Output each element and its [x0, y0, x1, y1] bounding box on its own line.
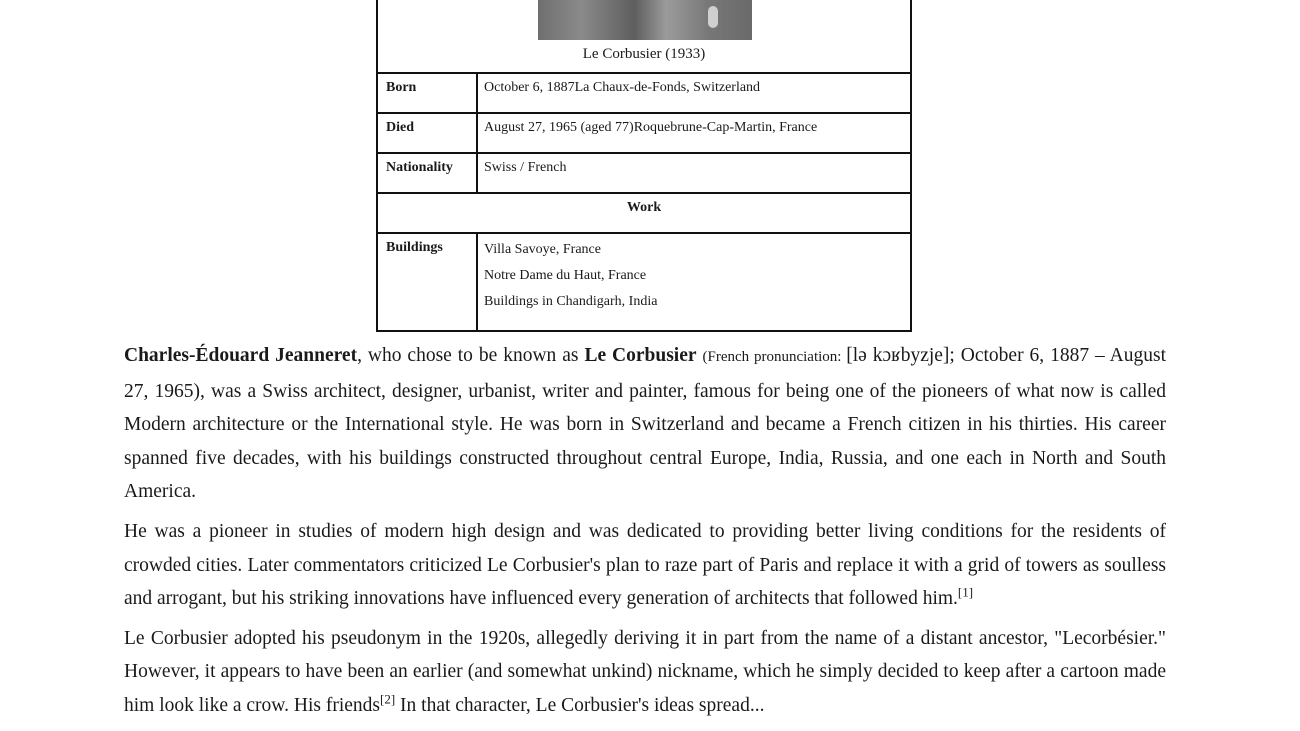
buildings-label: Buildings [378, 234, 478, 330]
building-item[interactable]: Villa Savoye, France [484, 242, 601, 257]
pseudonym-text: Le Corbusier adopted his pseudonym in the 1920s, allegedly deriving it in part from the name of a distant ancestor, "Lecorbésier." However, it appears to have been an earlier (and somewhat unkind) nickname, which he simply decided to keep after a cartoon made him look like a crow. His friends [124, 627, 1166, 716]
portrait-caption: Le Corbusier (1933) [582, 46, 706, 62]
buildings-list [478, 234, 910, 330]
nationality-label: Nationality [378, 154, 478, 192]
intro-text-2: ; October 6, 1887 – August 27, 1965), was a Swiss architect, designer, urbanist, writer and painter, famous for being one of the pioneers of what now is called Modern architecture or the International style. He was born in Switzerland and became a French citizen in his thirties. His career spanned five decades, with his buildings constructed throughout central Europe, India, Russia, and one each in North and South America. [124, 345, 1166, 503]
reference-link[interactable]: [1] [957, 584, 974, 600]
died-label: Died [378, 114, 478, 152]
pronunciation-label[interactable]: (French pronunciation: [702, 349, 847, 365]
born-row [378, 74, 910, 114]
died-row [378, 114, 910, 154]
buildings-row [378, 234, 910, 330]
building-item[interactable]: Buildings in Chandigarh, India [484, 294, 658, 309]
reference-link[interactable]: [2] [379, 691, 396, 707]
work-section-row [378, 194, 910, 234]
portrait-block [378, 0, 910, 74]
infobox [376, 0, 912, 332]
subject-name: Charles-Édouard Jeanneret [124, 345, 358, 366]
nationality-row [378, 154, 910, 194]
legacy-text: He was a pioneer in studies of modern high design and was dedicated to providing better living conditions for the residents of crowded cities. Later commentators criticized Le Corbusier's plan to raze part of Paris and replace it with a grid of towers as soulless and arrogant, but his striking innovations have influenced every generation of architects that followed him. [124, 520, 1166, 610]
born-value: October 6, 1887La Chaux-de-Fonds, Switzerland [484, 80, 761, 95]
portrait-image [538, 0, 752, 40]
pronunciation-ipa: [lə kɔʁbyzje] [846, 345, 950, 366]
nationality-value: Swiss / French [484, 160, 567, 175]
pseudonym-tail: In that character, Le Corbusier's ideas spread... [395, 694, 765, 716]
died-value: August 27, 1965 (aged 77)Roquebrune-Cap-Martin, France [484, 120, 818, 135]
paragraph-legacy [124, 515, 1166, 616]
building-item[interactable]: Notre Dame du Haut, France [484, 268, 647, 283]
article-body [124, 339, 1166, 729]
born-label: Born [378, 74, 478, 112]
subject-alias: Le Corbusier [584, 345, 697, 366]
work-heading: Work [626, 200, 662, 215]
intro-text-1: , who chose to be known as [357, 345, 585, 366]
paragraph-intro [124, 339, 1166, 509]
paragraph-pseudonym [124, 622, 1166, 723]
